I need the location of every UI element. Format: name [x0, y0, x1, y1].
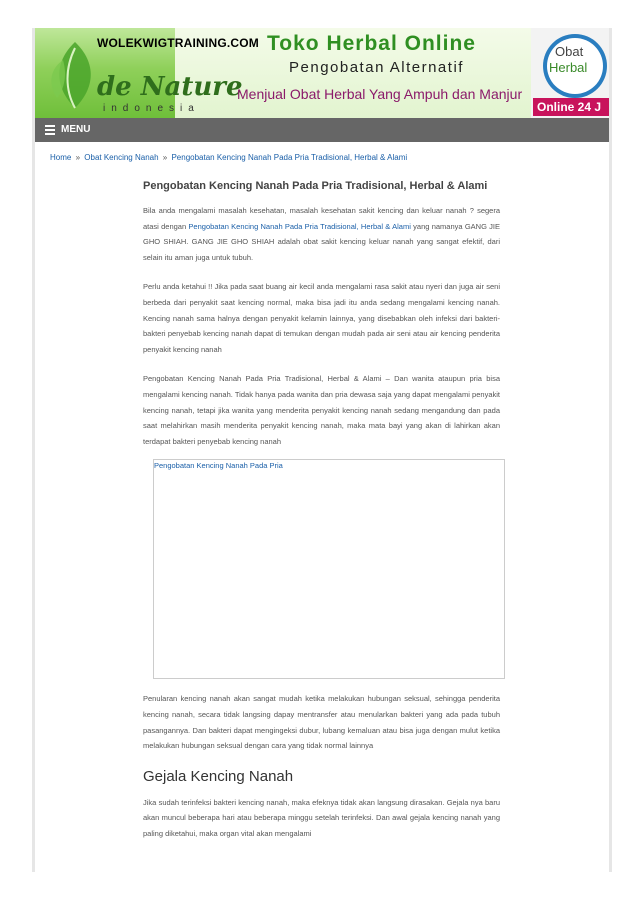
header-banner[interactable]: [35, 28, 609, 118]
paragraph-2: Perlu anda ketahui !! Jika pada saat buang air kecil anda mengalami rasa sakit atau nyeri dan juga air seni berbeda dari penyakit saat kencing normal, maka bisa jadi itu anda sedang mengalami kencing nanah. Kencing nanah sama halnya dengan penyakit kelamin lainnya, yang disebabkan oleh infeksi dari bakteri- bakteri penyebab kencing nanah dapat di temukan dengan mudah pada air seni atau air kencing penderita penyakit kencing nanah: [143, 282, 500, 354]
breadcrumb-current-link[interactable]: Pengobatan Kencing Nanah Pada Pria Tradisional, Herbal & Alami: [171, 153, 408, 162]
hamburger-menu-icon[interactable]: [45, 125, 55, 135]
breadcrumb-separator: »: [162, 153, 168, 162]
shop-subtitle: Pengobatan Alternatif: [289, 59, 464, 76]
article-keyword-link[interactable]: Pengobatan Kencing Nanah Pada Pria Tradisional, Herbal & Alami: [188, 221, 411, 231]
logo-text: de Nature: [97, 72, 243, 102]
breadcrumb-separator: »: [75, 153, 81, 162]
logo-subtext: indonesia: [103, 103, 200, 114]
paragraph-5: Jika sudah terinfeksi bakteri kencing nanah, maka efeknya tidak akan langsung dirasakan. Gejala nya baru akan muncul beberapa hari atau beberapa minggu setelah terinfeksi. Dan awal gejala kencing nanah yang paling diketahui, maka organ vital akan mengalami: [143, 797, 500, 838]
paragraph-text: yang namanya GANG JIE GHO SHIAH. GANG JIE GHO SHIAH adalah obat sakit kencing keluar nanah yang sangat efektif, dari selain itu aman juga untuk tubuh.: [143, 221, 501, 262]
page-frame: [32, 28, 612, 872]
article-body: [143, 180, 500, 855]
menu-label[interactable]: MENU: [61, 124, 91, 135]
paragraph-4: Penularan kencing nanah akan sangat mudah ketika melakukan hubungan seksual, sehingga penderita kencing nanah, secara tidak langsing dapay mentransfer atau menularkan bakteri yang ada pada tubuh pasangannya. Dan bakteri dapat mengingeksi dubur, lubang kemaluan atau bisa juga dengan mulut ketika melakukan hubungan seksual dengan cara yang tidak normal lainnya: [143, 694, 500, 751]
site-name[interactable]: WOLEKWIGTRAINING.COM: [97, 36, 259, 50]
article-title: Pengobatan Kencing Nanah Pada Pria Tradisional, Herbal & Alami: [143, 180, 488, 192]
breadcrumb: [50, 153, 407, 162]
paragraph-text: Bila anda mengalami masalah kesehatan, masalah kesehatan sakit kencing dan keluar nanah ? segera atasi dengan: [143, 206, 500, 231]
tagline: Menjual Obat Herbal Yang Ampuh dan Manjur: [237, 86, 523, 102]
section-heading: Gejala Kencing Nanah: [143, 767, 294, 785]
badge-text-herbal: Herbal: [549, 60, 588, 75]
paragraph-intro: [143, 203, 500, 265]
badge-text-obat: Obat: [555, 44, 584, 59]
paragraph-3: Pengobatan Kencing Nanah Pada Pria Tradisional, Herbal & Alami – Dan wanita ataupun pria bisa mengalami kencing nanah. Tidak hanya pada wanita dan pria dewasa saja yang dapat mengalami penyakit kencing nanah, tetapi jika wanita yang menderita penyakit kencing nanah sedang mengandung dan pada saat melahirkan masih menderita penyakit kencing nanah, maka mata bayi yang akan di lahirkan akan terdapat bakteri penyebab kencing nanah: [143, 374, 500, 446]
breadcrumb-category-link[interactable]: Obat Kencing Nanah: [84, 153, 159, 162]
menu-bar[interactable]: [35, 118, 609, 142]
article-image[interactable]: [153, 459, 505, 679]
herbal-badge: [531, 28, 609, 118]
image-caption-link[interactable]: Pengobatan Kencing Nanah Pada Pria: [154, 461, 283, 471]
shop-title: Toko Herbal Online: [267, 32, 476, 55]
leaf-logo-icon: [45, 38, 105, 110]
online-badge: Online 24 J: [533, 98, 609, 116]
breadcrumb-home-link[interactable]: Home: [50, 153, 72, 162]
